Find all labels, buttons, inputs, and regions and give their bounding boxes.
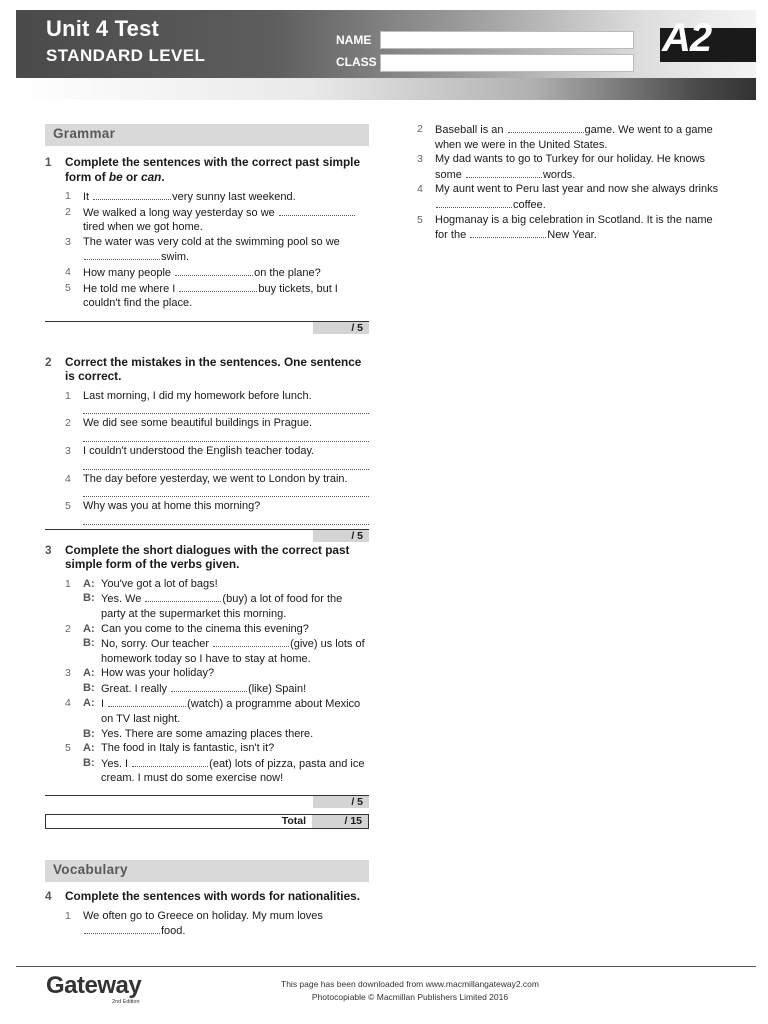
name-field[interactable]	[380, 31, 634, 49]
total-score-box: / 15	[312, 815, 368, 828]
question-4-instruction: 4 Complete the sentences with words for nationalities.	[45, 889, 360, 903]
list-item: 3 My dad wants to go to Turkey for our holiday. He knows some words.	[417, 153, 706, 181]
answer-gap[interactable]	[213, 636, 289, 647]
list-item: 2 Baseball is an game. We went to a game when we were in the United States.	[417, 123, 713, 151]
answer-gap[interactable]	[470, 227, 546, 238]
footer-text	[250, 978, 570, 1004]
dialogue-line: B: Yes. There are some amazing places there.	[83, 727, 314, 740]
list-item: 5 He told me where I buy tickets, but I couldn't find the place.	[65, 281, 338, 310]
gateway-logo: Gateway	[46, 972, 142, 999]
dialogue-line: 3 A: How was your holiday?	[65, 667, 215, 680]
question-3-instruction: 3 Complete the short dialogues with the correct past simple form of the verbs given.	[45, 542, 350, 572]
list-item: 4 The day before yesterday, we went to London by train.	[65, 472, 348, 485]
dialogue-line: 4 A: I (watch) a programme about Mexico on TV last night.	[65, 697, 361, 726]
answer-gap[interactable]	[84, 249, 160, 260]
question-number: 1	[45, 155, 52, 169]
score-box: / 5	[313, 796, 369, 808]
dialogue-line: 2 A: Can you come to the cinema this evening?	[65, 622, 309, 635]
question-1-score	[45, 321, 369, 335]
footer-divider	[16, 966, 756, 967]
right-column	[397, 122, 727, 243]
dialogue-line: B: No, sorry. Our teacher (give) us lots of homework today so I have to stay at home.	[83, 637, 365, 665]
dialogue-line: B: Yes. We (buy) a lot of food for the party at the supermarket this morning.	[83, 592, 343, 620]
list-item: 5 Why was you at home this morning?	[65, 500, 261, 513]
list-item: 1 We often go to Greece on holiday. My mum loves food.	[65, 909, 323, 938]
total-row	[45, 814, 369, 829]
answer-line[interactable]	[83, 459, 369, 470]
list-item: 3 I couldn't understood the English teacher today.	[65, 444, 315, 457]
question-number: 4	[45, 889, 52, 903]
answer-line[interactable]	[83, 486, 369, 497]
question-number: 3	[45, 542, 52, 557]
answer-gap[interactable]	[436, 197, 512, 208]
footer-download-line: This page has been downloaded from www.macmillangateway2.com	[281, 979, 539, 989]
answer-gap[interactable]	[175, 265, 253, 276]
list-item: 1 It very sunny last weekend.	[65, 190, 296, 203]
score-box: / 5	[313, 322, 369, 334]
answer-line[interactable]	[83, 431, 369, 442]
dialogue-line: 5 A: The food in Italy is fantastic, isn't it?	[65, 742, 275, 755]
question-1-instruction: 1 Complete the sentences with the correct past simple form of be or can.	[45, 155, 361, 184]
footer-copyright-line: Photocopiable © Macmillan Publishers Limited 2016	[311, 992, 509, 1002]
list-item: 2 We did see some beautiful buildings in Prague.	[65, 417, 313, 430]
dialogue-line: 1 A: You've got a lot of bags!	[65, 577, 218, 590]
answer-gap[interactable]	[84, 923, 160, 934]
vocabulary-section	[45, 860, 369, 939]
question-3-score	[45, 795, 369, 809]
answer-gap[interactable]	[145, 591, 221, 602]
answer-gap[interactable]	[93, 189, 171, 200]
answer-line[interactable]	[83, 514, 369, 525]
question-2-items	[45, 389, 369, 525]
unit-title: Unit 4 Test	[46, 16, 160, 41]
left-column	[45, 124, 369, 829]
answer-gap[interactable]	[279, 205, 355, 216]
answer-gap[interactable]	[132, 756, 208, 767]
edition-label: 2nd Edition	[112, 999, 140, 1005]
score-box: / 5	[313, 530, 369, 542]
unit-level: STANDARD LEVEL	[46, 46, 206, 65]
dialogue-line: B: Yes. I (eat) lots of pizza, pasta and ice cream. I must do some exercise now!	[83, 756, 365, 785]
answer-gap[interactable]	[466, 167, 542, 178]
question-4-items	[45, 909, 369, 939]
list-item: 2 We walked a long way yesterday so we tired when we got home.	[45, 205, 369, 235]
answer-line[interactable]	[83, 403, 369, 414]
class-label: CLASS	[336, 55, 377, 69]
answer-gap[interactable]	[508, 122, 584, 133]
list-item: 4 My aunt went to Peru last year and now she always drinks coffee.	[417, 183, 719, 211]
dialogue-line: B: Great. I really (like) Spain!	[83, 681, 307, 695]
list-item: 5 Hogmanay is a big celebration in Scotland. It is the name for the New Year.	[417, 213, 713, 242]
question-1-items	[45, 189, 369, 311]
answer-gap[interactable]	[171, 681, 247, 692]
level-badge-text: A2	[662, 16, 712, 60]
question-3-items	[45, 577, 369, 786]
total-label: Total	[281, 815, 306, 828]
question-2-instruction: 2 Correct the mistakes in the sentences. One sentence is correct.	[45, 354, 362, 384]
list-item: 3 The water was very cold at the swimming pool so we swim.	[65, 235, 340, 264]
vocabulary-heading: Vocabulary	[45, 860, 369, 882]
list-item: 4 How many people on the plane?	[65, 265, 321, 279]
answer-gap[interactable]	[108, 696, 186, 707]
list-item: 1 Last morning, I did my homework before lunch.	[65, 389, 312, 402]
grammar-heading: Grammar	[45, 124, 369, 146]
question-number: 2	[45, 354, 52, 369]
question-2-score	[45, 529, 369, 543]
name-label: NAME	[336, 33, 372, 47]
class-field[interactable]	[380, 54, 634, 72]
answer-gap[interactable]	[179, 281, 257, 292]
header-subband	[16, 78, 756, 100]
